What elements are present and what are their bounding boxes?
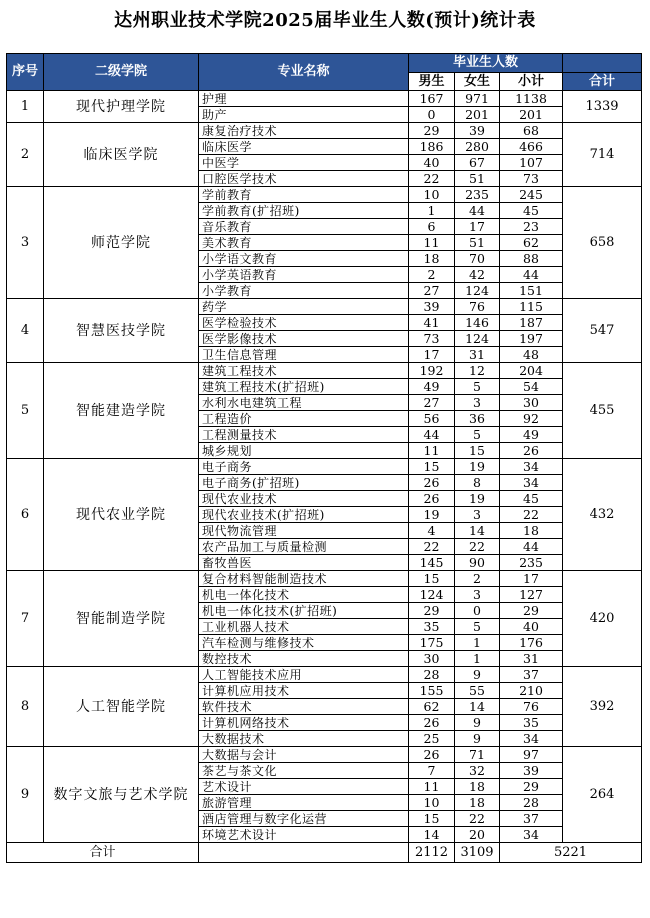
- major-name: 学前教育: [199, 187, 409, 203]
- subtotal-count: 201: [500, 107, 563, 123]
- table-row: [7, 571, 642, 587]
- female-count: 5: [455, 619, 500, 635]
- subtotal-count: 34: [500, 475, 563, 491]
- female-count: 235: [455, 187, 500, 203]
- major-name: 城乡规划: [199, 443, 409, 459]
- female-count: 36: [455, 411, 500, 427]
- male-count: 35: [409, 619, 455, 635]
- major-name: 小学教育: [199, 283, 409, 299]
- college-total: 1339: [563, 91, 642, 123]
- group-index: 7: [7, 571, 44, 667]
- female-count: 9: [455, 731, 500, 747]
- male-count: 192: [409, 363, 455, 379]
- college-name: 智慧医技学院: [44, 299, 199, 363]
- male-count: 26: [409, 475, 455, 491]
- header-male: 男生: [409, 73, 455, 91]
- major-name: 软件技术: [199, 699, 409, 715]
- subtotal-count: 235: [500, 555, 563, 571]
- male-count: 167: [409, 91, 455, 107]
- subtotal-count: 34: [500, 731, 563, 747]
- major-name: 环境艺术设计: [199, 827, 409, 843]
- summary-label: 合计: [7, 843, 199, 863]
- male-count: 19: [409, 507, 455, 523]
- major-name: 水利水电建筑工程: [199, 395, 409, 411]
- female-count: 5: [455, 427, 500, 443]
- college-name: 临床医学院: [44, 123, 199, 187]
- subtotal-count: 37: [500, 811, 563, 827]
- group-index: 5: [7, 363, 44, 459]
- subtotal-count: 29: [500, 779, 563, 795]
- college-total: 432: [563, 459, 642, 571]
- male-count: 0: [409, 107, 455, 123]
- male-count: 26: [409, 491, 455, 507]
- male-count: 56: [409, 411, 455, 427]
- male-count: 30: [409, 651, 455, 667]
- table-row: [7, 459, 642, 475]
- major-name: 中医学: [199, 155, 409, 171]
- female-count: 51: [455, 235, 500, 251]
- female-count: 146: [455, 315, 500, 331]
- subtotal-count: 176: [500, 635, 563, 651]
- female-count: 22: [455, 811, 500, 827]
- major-name: 现代农业技术: [199, 491, 409, 507]
- college-name: 智能制造学院: [44, 571, 199, 667]
- major-name: 小学英语教育: [199, 267, 409, 283]
- major-name: 音乐教育: [199, 219, 409, 235]
- major-name: 茶艺与茶文化: [199, 763, 409, 779]
- major-name: 现代农业技术(扩招班): [199, 507, 409, 523]
- male-count: 27: [409, 395, 455, 411]
- summary-row: [7, 843, 642, 863]
- male-count: 6: [409, 219, 455, 235]
- major-name: 建筑工程技术(扩招班): [199, 379, 409, 395]
- major-name: 机电一体化技术: [199, 587, 409, 603]
- college-name: 师范学院: [44, 187, 199, 299]
- major-name: 电子商务: [199, 459, 409, 475]
- major-name: 卫生信息管理: [199, 347, 409, 363]
- female-count: 15: [455, 443, 500, 459]
- college-total: 420: [563, 571, 642, 667]
- major-name: 复合材料智能制造技术: [199, 571, 409, 587]
- major-name: 艺术设计: [199, 779, 409, 795]
- male-count: 7: [409, 763, 455, 779]
- male-count: 11: [409, 443, 455, 459]
- male-count: 1: [409, 203, 455, 219]
- subtotal-count: 115: [500, 299, 563, 315]
- table-row: [7, 667, 642, 683]
- subtotal-count: 1138: [500, 91, 563, 107]
- male-count: 39: [409, 299, 455, 315]
- subtotal-count: 245: [500, 187, 563, 203]
- subtotal-count: 54: [500, 379, 563, 395]
- female-count: 12: [455, 363, 500, 379]
- header-index: 序号: [7, 54, 44, 91]
- subtotal-count: 44: [500, 267, 563, 283]
- male-count: 15: [409, 571, 455, 587]
- header-total-blank: [563, 54, 642, 73]
- female-count: 14: [455, 699, 500, 715]
- major-name: 临床医学: [199, 139, 409, 155]
- male-count: 10: [409, 795, 455, 811]
- female-count: 18: [455, 779, 500, 795]
- major-name: 工程测量技术: [199, 427, 409, 443]
- header-graduates: 毕业生人数: [409, 54, 563, 73]
- summary-female: 3109: [455, 843, 500, 863]
- female-count: 2: [455, 571, 500, 587]
- major-name: 数控技术: [199, 651, 409, 667]
- college-name: 智能建造学院: [44, 363, 199, 459]
- group-index: 9: [7, 747, 44, 843]
- subtotal-count: 92: [500, 411, 563, 427]
- subtotal-count: 187: [500, 315, 563, 331]
- college-total: 392: [563, 667, 642, 747]
- major-name: 学前教育(扩招班): [199, 203, 409, 219]
- male-count: 27: [409, 283, 455, 299]
- female-count: 124: [455, 331, 500, 347]
- subtotal-count: 39: [500, 763, 563, 779]
- major-name: 工业机器人技术: [199, 619, 409, 635]
- subtotal-count: 40: [500, 619, 563, 635]
- major-name: 农产品加工与质量检测: [199, 539, 409, 555]
- male-count: 62: [409, 699, 455, 715]
- major-name: 大数据技术: [199, 731, 409, 747]
- female-count: 55: [455, 683, 500, 699]
- table-row: [7, 747, 642, 763]
- male-count: 15: [409, 811, 455, 827]
- major-name: 工程造价: [199, 411, 409, 427]
- major-name: 计算机应用技术: [199, 683, 409, 699]
- table-row: [7, 187, 642, 203]
- female-count: 201: [455, 107, 500, 123]
- header-total: 合计: [563, 73, 642, 91]
- summary-blank: [199, 843, 409, 863]
- female-count: 17: [455, 219, 500, 235]
- group-index: 2: [7, 123, 44, 187]
- female-count: 20: [455, 827, 500, 843]
- male-count: 186: [409, 139, 455, 155]
- female-count: 76: [455, 299, 500, 315]
- female-count: 71: [455, 747, 500, 763]
- male-count: 22: [409, 539, 455, 555]
- male-count: 29: [409, 123, 455, 139]
- major-name: 助产: [199, 107, 409, 123]
- college-name: 人工智能学院: [44, 667, 199, 747]
- major-name: 药学: [199, 299, 409, 315]
- major-name: 美术教育: [199, 235, 409, 251]
- subtotal-count: 204: [500, 363, 563, 379]
- college-name: 数字文旅与艺术学院: [44, 747, 199, 843]
- subtotal-count: 49: [500, 427, 563, 443]
- subtotal-count: 127: [500, 587, 563, 603]
- major-name: 人工智能技术应用: [199, 667, 409, 683]
- header-college: 二级学院: [44, 54, 199, 91]
- male-count: 28: [409, 667, 455, 683]
- male-count: 49: [409, 379, 455, 395]
- female-count: 22: [455, 539, 500, 555]
- female-count: 9: [455, 667, 500, 683]
- male-count: 26: [409, 747, 455, 763]
- female-count: 3: [455, 587, 500, 603]
- table-row: [7, 91, 642, 107]
- male-count: 124: [409, 587, 455, 603]
- male-count: 22: [409, 171, 455, 187]
- major-name: 康复治疗技术: [199, 123, 409, 139]
- header-subtotal: 小计: [500, 73, 563, 91]
- major-name: 电子商务(扩招班): [199, 475, 409, 491]
- major-name: 医学影像技术: [199, 331, 409, 347]
- female-count: 1: [455, 635, 500, 651]
- female-count: 0: [455, 603, 500, 619]
- subtotal-count: 151: [500, 283, 563, 299]
- table-row: [7, 363, 642, 379]
- male-count: 73: [409, 331, 455, 347]
- subtotal-count: 22: [500, 507, 563, 523]
- major-name: 大数据与会计: [199, 747, 409, 763]
- subtotal-count: 73: [500, 171, 563, 187]
- female-count: 971: [455, 91, 500, 107]
- subtotal-count: 210: [500, 683, 563, 699]
- graduates-table: [6, 53, 642, 863]
- table-row: [7, 123, 642, 139]
- major-name: 汽车检测与维修技术: [199, 635, 409, 651]
- male-count: 25: [409, 731, 455, 747]
- table-body: [7, 91, 642, 843]
- subtotal-count: 76: [500, 699, 563, 715]
- female-count: 8: [455, 475, 500, 491]
- female-count: 19: [455, 459, 500, 475]
- female-count: 39: [455, 123, 500, 139]
- major-name: 护理: [199, 91, 409, 107]
- college-total: 658: [563, 187, 642, 299]
- male-count: 11: [409, 779, 455, 795]
- male-count: 26: [409, 715, 455, 731]
- college-total: 547: [563, 299, 642, 363]
- male-count: 29: [409, 603, 455, 619]
- major-name: 旅游管理: [199, 795, 409, 811]
- subtotal-count: 45: [500, 203, 563, 219]
- subtotal-count: 68: [500, 123, 563, 139]
- male-count: 41: [409, 315, 455, 331]
- subtotal-count: 17: [500, 571, 563, 587]
- header-major: 专业名称: [199, 54, 409, 91]
- subtotal-count: 97: [500, 747, 563, 763]
- group-index: 4: [7, 299, 44, 363]
- female-count: 42: [455, 267, 500, 283]
- subtotal-count: 45: [500, 491, 563, 507]
- subtotal-count: 44: [500, 539, 563, 555]
- subtotal-count: 35: [500, 715, 563, 731]
- summary-grand-total: 5221: [500, 843, 642, 863]
- subtotal-count: 62: [500, 235, 563, 251]
- major-name: 建筑工程技术: [199, 363, 409, 379]
- major-name: 口腔医学技术: [199, 171, 409, 187]
- male-count: 4: [409, 523, 455, 539]
- male-count: 145: [409, 555, 455, 571]
- female-count: 67: [455, 155, 500, 171]
- subtotal-count: 88: [500, 251, 563, 267]
- female-count: 9: [455, 715, 500, 731]
- female-count: 14: [455, 523, 500, 539]
- female-count: 31: [455, 347, 500, 363]
- female-count: 44: [455, 203, 500, 219]
- female-count: 3: [455, 395, 500, 411]
- female-count: 32: [455, 763, 500, 779]
- male-count: 15: [409, 459, 455, 475]
- male-count: 10: [409, 187, 455, 203]
- college-name: 现代农业学院: [44, 459, 199, 571]
- major-name: 畜牧兽医: [199, 555, 409, 571]
- male-count: 44: [409, 427, 455, 443]
- male-count: 14: [409, 827, 455, 843]
- major-name: 计算机网络技术: [199, 715, 409, 731]
- subtotal-count: 26: [500, 443, 563, 459]
- subtotal-count: 28: [500, 795, 563, 811]
- subtotal-count: 23: [500, 219, 563, 235]
- group-index: 6: [7, 459, 44, 571]
- college-name: 现代护理学院: [44, 91, 199, 123]
- college-total: 714: [563, 123, 642, 187]
- header-female: 女生: [455, 73, 500, 91]
- page-title: 达州职业技术学院2025届毕业生人数(预计)统计表: [114, 10, 536, 31]
- subtotal-count: 29: [500, 603, 563, 619]
- female-count: 124: [455, 283, 500, 299]
- female-count: 3: [455, 507, 500, 523]
- female-count: 19: [455, 491, 500, 507]
- male-count: 2: [409, 267, 455, 283]
- male-count: 175: [409, 635, 455, 651]
- female-count: 280: [455, 139, 500, 155]
- major-name: 医学检验技术: [199, 315, 409, 331]
- female-count: 5: [455, 379, 500, 395]
- college-total: 455: [563, 363, 642, 459]
- male-count: 155: [409, 683, 455, 699]
- subtotal-count: 18: [500, 523, 563, 539]
- subtotal-count: 34: [500, 459, 563, 475]
- male-count: 11: [409, 235, 455, 251]
- male-count: 18: [409, 251, 455, 267]
- table-row: [7, 299, 642, 315]
- major-name: 现代物流管理: [199, 523, 409, 539]
- subtotal-count: 34: [500, 827, 563, 843]
- major-name: 小学语文教育: [199, 251, 409, 267]
- subtotal-count: 48: [500, 347, 563, 363]
- summary-male: 2112: [409, 843, 455, 863]
- subtotal-count: 466: [500, 139, 563, 155]
- group-index: 8: [7, 667, 44, 747]
- major-name: 机电一体化技术(扩招班): [199, 603, 409, 619]
- subtotal-count: 197: [500, 331, 563, 347]
- male-count: 40: [409, 155, 455, 171]
- female-count: 70: [455, 251, 500, 267]
- group-index: 3: [7, 187, 44, 299]
- college-total: 264: [563, 747, 642, 843]
- female-count: 51: [455, 171, 500, 187]
- subtotal-count: 30: [500, 395, 563, 411]
- subtotal-count: 37: [500, 667, 563, 683]
- male-count: 17: [409, 347, 455, 363]
- group-index: 1: [7, 91, 44, 123]
- major-name: 酒店管理与数字化运营: [199, 811, 409, 827]
- female-count: 18: [455, 795, 500, 811]
- subtotal-count: 107: [500, 155, 563, 171]
- subtotal-count: 31: [500, 651, 563, 667]
- female-count: 1: [455, 651, 500, 667]
- female-count: 90: [455, 555, 500, 571]
